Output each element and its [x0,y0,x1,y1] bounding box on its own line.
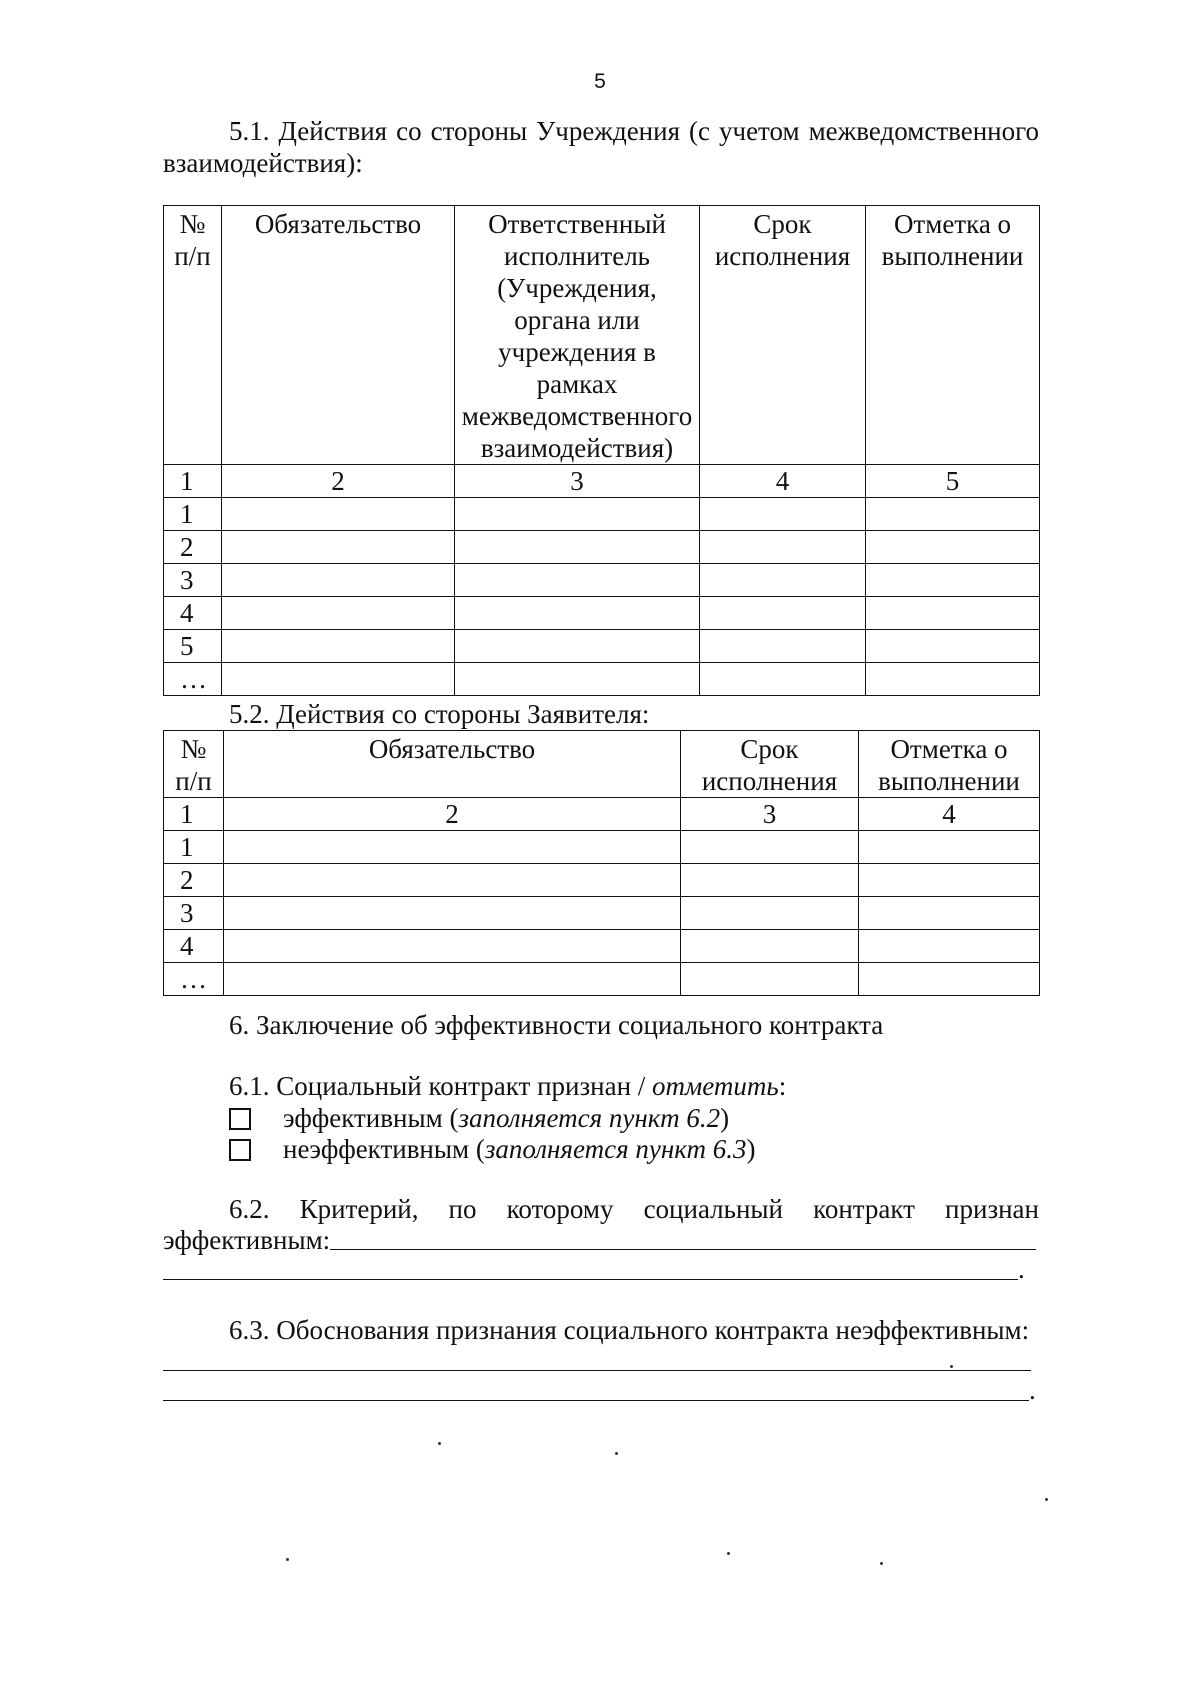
index-cell: 4 [859,798,1040,831]
header-obligation: Обязательство [224,731,681,798]
index-cell: 1 [164,798,224,831]
section-6-1-prefix: 6.1. Социальный контракт признан / [229,1071,653,1101]
table-row [164,963,1040,996]
empty-cell[interactable] [866,531,1040,564]
section-6-3-title: 6.3. Обоснования признания социального контракта неэффективным: [229,1315,1030,1345]
line-end-period: . [1029,1375,1036,1405]
section-6-2-title-line1: 6.2. Критерий, по которому социальный контракт признан [229,1194,1039,1224]
empty-cell[interactable] [222,663,455,696]
table-row [164,597,1040,630]
header-deadline: Срок исполнения [700,206,866,465]
empty-cell[interactable] [859,963,1040,996]
section-5-1-title-line1: 5.1. Действия со стороны Учреждения (с учетом межведомственного [229,116,1039,146]
empty-cell[interactable] [224,963,681,996]
option-ineffective[interactable]: неэффективным (заполняется пункт 6.3) [229,1132,1039,1166]
row-number: 1 [164,498,222,531]
scan-speck [950,1365,953,1368]
scan-speck [727,1552,730,1555]
table-row [164,498,1040,531]
empty-cell[interactable] [859,864,1040,897]
index-cell: 3 [681,798,859,831]
empty-cell[interactable] [700,630,866,663]
fill-line-effective-criterion-2[interactable] [163,1279,1018,1280]
header-number: № п/п [164,731,224,798]
option-ineffective-label: неэффективным [283,1134,470,1164]
empty-cell[interactable] [224,831,681,864]
section-6-title: 6. Заключение об эффективности социального контракта [229,1010,884,1040]
empty-cell[interactable] [859,930,1040,963]
table-row [164,564,1040,597]
scan-speck [1045,1498,1048,1501]
empty-cell[interactable] [859,897,1040,930]
empty-cell[interactable] [455,630,700,663]
empty-cell[interactable] [866,498,1040,531]
index-cell: 2 [224,798,681,831]
empty-cell[interactable] [700,531,866,564]
row-number: … [164,963,224,996]
empty-cell[interactable] [455,663,700,696]
empty-cell[interactable] [224,897,681,930]
table-row [164,831,1040,864]
option-ineffective-note: заполняется пункт 6.3 [484,1134,747,1164]
empty-cell[interactable] [224,930,681,963]
empty-cell[interactable] [222,498,455,531]
table-row [164,864,1040,897]
table-institution-actions [163,205,1040,696]
fill-line-ineffective-reason[interactable] [163,1370,1031,1371]
empty-cell[interactable] [681,897,859,930]
empty-cell[interactable] [222,597,455,630]
empty-cell[interactable] [866,630,1040,663]
page-number: 5 [594,70,606,93]
option-effective-label: эффективным [283,1103,443,1133]
header-number: № п/п [164,206,222,465]
table-header-row [164,731,1040,798]
empty-cell[interactable] [681,831,859,864]
index-cell: 3 [455,465,700,498]
empty-cell[interactable] [700,564,866,597]
row-number: 3 [164,564,222,597]
empty-cell[interactable] [681,963,859,996]
header-completion-mark: Отметка о выполнении [866,206,1040,465]
table-applicant-actions [163,730,1040,996]
empty-cell[interactable] [700,597,866,630]
option-effective-note: заполняется пункт 6.2 [458,1103,721,1133]
row-number: 2 [164,531,222,564]
index-cell: 2 [222,465,455,498]
empty-cell[interactable] [455,597,700,630]
index-cell: 1 [164,465,222,498]
header-responsible: Ответственный исполнитель (Учреждения, органа или учреждения в рамках межведомственного взаимодействия) [455,206,700,465]
empty-cell[interactable] [224,864,681,897]
section-6-1-suffix: : [778,1071,787,1101]
header-completion-mark: Отметка о выполнении [859,731,1040,798]
empty-cell[interactable] [681,930,859,963]
empty-cell[interactable] [700,498,866,531]
checkbox-effective[interactable] [229,1108,251,1130]
index-cell: 5 [866,465,1040,498]
table-row [164,897,1040,930]
scan-speck [880,1562,883,1565]
empty-cell[interactable] [866,663,1040,696]
scan-speck [615,1452,618,1455]
section-5-2-title: 5.2. Действия со стороны Заявителя: [229,699,650,729]
fill-line-ineffective-reason-2[interactable] [163,1400,1029,1401]
header-obligation: Обязательство [222,206,455,465]
row-number: 4 [164,597,222,630]
table-header-row [164,206,1040,465]
scan-speck [286,1558,289,1561]
row-number: 2 [164,864,224,897]
fill-line-effective-criterion[interactable] [330,1249,1036,1250]
row-number: 4 [164,930,224,963]
empty-cell[interactable] [455,531,700,564]
row-number: … [164,663,222,696]
empty-cell[interactable] [222,531,455,564]
empty-cell[interactable] [222,564,455,597]
empty-cell[interactable] [222,630,455,663]
option-effective[interactable]: эффективным (заполняется пункт 6.2) [229,1101,1039,1135]
row-number: 5 [164,630,222,663]
empty-cell[interactable] [866,564,1040,597]
table-index-row [164,798,1040,831]
scan-speck [438,1442,441,1445]
table-row [164,930,1040,963]
header-deadline: Срок исполнения [681,731,859,798]
index-cell: 4 [700,465,866,498]
empty-cell[interactable] [859,831,1040,864]
empty-cell[interactable] [455,564,700,597]
row-number: 3 [164,897,224,930]
section-6-2-title-line2: эффективным: [163,1225,331,1255]
table-index-row [164,465,1040,498]
row-number: 1 [164,831,224,864]
empty-cell[interactable] [681,864,859,897]
line-end-period: . [1018,1254,1025,1284]
checkbox-ineffective[interactable] [229,1139,251,1161]
empty-cell[interactable] [700,663,866,696]
empty-cell[interactable] [866,597,1040,630]
section-6-1-instruction: отметить [652,1071,779,1101]
table-row [164,663,1040,696]
section-6-1-title [229,1069,1039,1103]
table-row [164,630,1040,663]
section-5-1-title-line2: взаимодействия): [163,148,363,178]
table-row [164,531,1040,564]
empty-cell[interactable] [455,498,700,531]
